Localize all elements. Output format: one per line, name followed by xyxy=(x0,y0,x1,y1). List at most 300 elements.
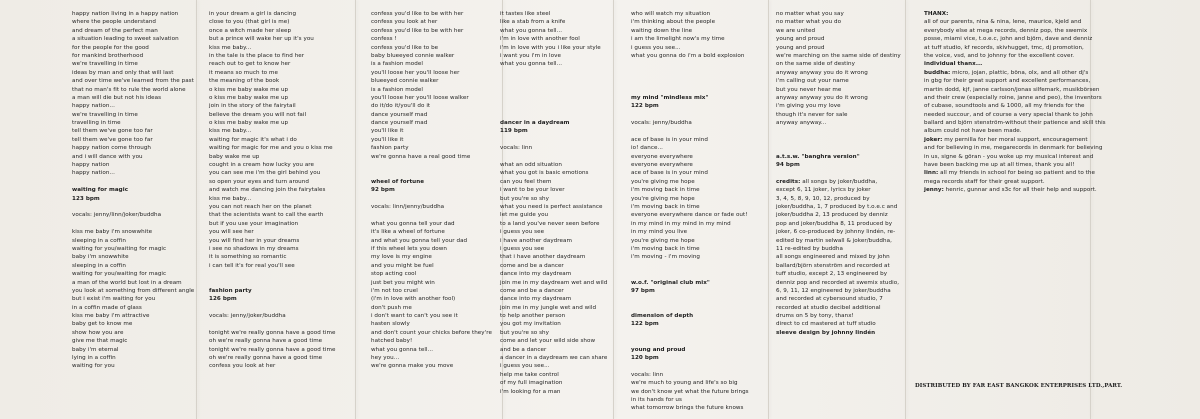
text-line: come and be a dancer xyxy=(500,287,564,294)
text-line: hatched baby! xyxy=(371,338,413,345)
text-line: everyone everywhere dance or fade out! xyxy=(631,212,748,219)
text-line: that the scientists want to call the earth xyxy=(209,212,324,219)
section-heading: waiting for magic xyxy=(72,187,129,194)
text-line: kiss me baby... xyxy=(209,128,252,135)
text-line: do it/do it/you'll do it xyxy=(371,103,431,110)
lyrics-column-3 xyxy=(371,10,492,371)
text-line: o kiss me baby wake me up xyxy=(209,120,289,127)
text-line: ace of base is in your mind xyxy=(631,170,708,177)
text-line: happy nation... xyxy=(72,170,115,177)
text-line: for the people for the good xyxy=(72,44,149,51)
text-line: joker/buddha, 1, 7 produced by t.o.e.c and xyxy=(776,203,898,210)
text-line: waiting down the line xyxy=(631,27,693,34)
text-line: (i'm in love with another fool) xyxy=(371,296,456,303)
text-line: ideas by man and only that will last xyxy=(72,69,174,76)
spacer xyxy=(631,262,749,270)
section-heading: dancer in a daydream xyxy=(500,120,570,127)
lyrics-column-1 xyxy=(72,10,194,371)
thanks-column xyxy=(924,10,1106,195)
text-line: of cubase, soundtools and & 1000, all my friends for the xyxy=(924,103,1085,110)
text-line: but if you use your imagination xyxy=(209,220,299,227)
text-line: and for believing in me, megarecords in denmark for believing xyxy=(924,145,1103,152)
spacer xyxy=(631,77,749,85)
text-line: all songs engineered and mixed by john xyxy=(776,254,890,261)
spacer xyxy=(209,279,335,287)
text-line: young and proud xyxy=(776,44,825,51)
credit-line: jenny: henric, gunnar and s3c for all their help and support. xyxy=(924,187,1097,194)
text-line: tuff studio, except 2, 13 engineered by xyxy=(776,271,888,278)
text-line: anyway anyway you do it wrong xyxy=(776,94,868,101)
text-line: confess you'd like to be xyxy=(371,44,439,51)
text-line: happy nation xyxy=(72,162,110,169)
text-line: o kiss me baby wake me up xyxy=(209,86,289,93)
text-line: vocals: linn/jenny/buddha xyxy=(371,203,445,210)
text-line: stop acting cool xyxy=(371,271,417,278)
text-line: i see no shadows in my dreams xyxy=(209,245,299,252)
text-line: a dancer in a daydream we can share xyxy=(500,355,608,362)
text-line: dance yourself mad xyxy=(371,111,428,118)
spacer xyxy=(631,69,749,77)
text-line: and recorded at cybersound studio, 7 xyxy=(776,296,883,303)
text-line: a man will die but not his ideas xyxy=(72,94,162,101)
section-heading: my mind "mindless mix" xyxy=(631,94,709,101)
text-line: of my full imagination xyxy=(500,380,563,387)
text-line: i'm moving - i'm moving xyxy=(631,254,701,261)
text-line: we're marching on the same side of destiny xyxy=(776,52,901,59)
text-line: it's like a wheel of fortune xyxy=(371,229,445,236)
text-line: and be a dancer xyxy=(500,346,547,353)
text-line: ace of base is in your mind xyxy=(631,136,708,143)
text-line: the voice, vsd, and to johnny for the excellent cover. xyxy=(924,52,1075,59)
text-line: denniz pop and recorded at swemix studio, xyxy=(776,279,900,286)
credit-label: jenny: xyxy=(924,187,944,194)
text-line: vocals: linn xyxy=(500,145,533,152)
section-heading: w.o.f. "original club mix" xyxy=(631,279,710,286)
spacer xyxy=(500,153,607,161)
text-line: it means so much to me xyxy=(209,69,278,76)
text-line: for mankind brotherhood xyxy=(72,52,144,59)
text-line: kiss me baby... xyxy=(209,44,252,51)
section-heading: young and proud xyxy=(631,346,686,353)
text-line: come and let your wild side show xyxy=(500,338,596,345)
spacer xyxy=(776,136,901,144)
text-line: you're giving me hope xyxy=(631,178,695,185)
text-line: vocals: jenny/joker/buddha xyxy=(209,313,286,320)
text-line: edited by martin selwall & joker/buddha, xyxy=(776,237,892,244)
text-line: i'm in love with you i like your style xyxy=(500,44,601,51)
text-line: happy nation come through xyxy=(72,145,152,152)
text-line: i guess you see xyxy=(500,245,545,252)
section-heading: 97 bpm xyxy=(631,287,655,294)
text-line: drums on 5 by tony, thanx! xyxy=(776,313,854,320)
spacer xyxy=(776,127,901,135)
text-line: and dream of the perfect man xyxy=(72,27,158,34)
text-line: dance into my daydream xyxy=(500,296,572,303)
text-line: help me take control xyxy=(500,371,559,378)
text-line: kiss me baby... xyxy=(209,195,252,202)
text-line: if this wheel lets you down xyxy=(371,245,448,252)
text-line: though it's never for sale xyxy=(776,111,848,118)
text-line: it is something so romantic xyxy=(209,254,287,261)
text-line: and watch me dancing join the fairytales xyxy=(209,187,326,194)
text-line: you'll like it xyxy=(371,136,404,143)
text-line: and their crew (especially roine, janne and peo), the inventors xyxy=(924,94,1102,101)
text-line: everybody else at mega records, denniz pop, the swemix xyxy=(924,27,1088,34)
section-heading: 126 bpm xyxy=(209,296,237,303)
text-line: tonight we're really gonna have a good time xyxy=(209,346,336,353)
text-line: you'll loose her you'll loose walker xyxy=(371,94,469,101)
text-line: i'm moving back in time xyxy=(631,187,700,194)
text-line: and don't count your chicks before they're xyxy=(371,329,492,336)
spacer xyxy=(500,102,607,110)
text-line: the meaning of the book xyxy=(209,78,280,85)
text-line: 6, 9, 11, 12 engineered by joker/buddha xyxy=(776,287,891,294)
text-line: waiting for you/waiting for magic xyxy=(72,245,167,252)
section-heading: 123 bpm xyxy=(72,195,100,202)
text-line: no matter what you do xyxy=(776,19,842,26)
text-line: dance into my daydream xyxy=(500,271,572,278)
text-line: is a fashion model xyxy=(371,61,423,68)
spacer xyxy=(776,169,901,177)
text-line: i guess you see... xyxy=(631,44,681,51)
text-line: at tuff studio, kf records, skivhugget, tmc, dj promotion, xyxy=(924,44,1084,51)
spacer xyxy=(72,220,194,228)
text-line: just bet you might win xyxy=(371,279,435,286)
text-line: pop and joker/buddha 8, 11 produced by xyxy=(776,220,893,227)
text-line: joker/buddha 2, 13 produced by denniz xyxy=(776,212,888,219)
section-heading: 122 bpm xyxy=(631,103,659,110)
spacer xyxy=(631,337,749,345)
text-line: direct to cd mastered at tuff studio xyxy=(776,321,876,328)
spacer xyxy=(631,362,749,370)
credit-label: joker: xyxy=(924,136,943,143)
text-line: i don't want to can't you see it xyxy=(371,313,458,320)
text-line: but you're so shy xyxy=(500,329,550,336)
spacer xyxy=(631,86,749,94)
text-line: confess you look at her xyxy=(209,363,276,370)
text-line: where the people understand xyxy=(72,19,157,26)
credit-line: credits: all songs by joker/buddha, xyxy=(776,178,878,185)
text-line: everyone everywhere xyxy=(631,153,693,160)
text-line: you will see her xyxy=(209,229,254,236)
text-line: all of our parents, nina & nina, lene, maurice, kjeld and xyxy=(924,19,1082,26)
text-line: that i have another daydream xyxy=(500,254,586,261)
text-line: we're much to young and life's so big xyxy=(631,380,738,387)
text-line: kiss me baby i'm attractive xyxy=(72,313,150,320)
text-line: vocals: jenny/linn/joker/buddha xyxy=(72,212,162,219)
text-line: confess ! xyxy=(371,36,397,43)
section-heading: 92 bpm xyxy=(371,187,395,194)
text-line: i want to be your lover xyxy=(500,187,565,194)
fold-line xyxy=(196,0,197,419)
text-line: ballard and björn stenström-without their patience and skill this xyxy=(924,120,1106,127)
spacer xyxy=(209,320,335,328)
text-line: i can tell it's for real you'll see xyxy=(209,262,295,269)
text-line: i guess you see... xyxy=(500,363,550,370)
text-line: we're travelling in time xyxy=(72,111,138,118)
text-line: oh we're really gonna have a good time xyxy=(209,355,323,362)
spacer xyxy=(500,136,607,144)
credit-line: linn: all my friends in school for being so patient and to the xyxy=(924,170,1095,177)
credit-line: joker: my pernilla for her moral support, encouragement xyxy=(924,136,1088,143)
text-line: i'm moving back in time xyxy=(631,245,700,252)
text-line: anyway anyway you do it wrong xyxy=(776,69,868,76)
text-line: you'll loose her you'll loose her xyxy=(371,69,460,76)
text-line: ballard/björn stenström and recorded at xyxy=(776,262,890,269)
text-line: what you gonna tell... xyxy=(500,27,563,34)
text-line: vocals: jenny/buddha xyxy=(631,120,692,127)
text-line: happy nation... xyxy=(72,103,115,110)
section-heading: 122 bpm xyxy=(631,321,659,328)
text-line: waiting for you xyxy=(72,363,115,370)
spacer xyxy=(72,203,194,211)
text-line: i'm in love with another fool xyxy=(500,36,580,43)
text-line: sleeping in a coffin xyxy=(72,237,126,244)
text-line: a man of the world but lost in a dream xyxy=(72,279,182,286)
text-line: can you feel them xyxy=(500,178,552,185)
section-heading: sleeve design by johnny lindén xyxy=(776,329,876,336)
spacer xyxy=(631,111,749,119)
text-line: martin dodd, kjf, janne carlsson/jonas silfemark, musikbörsen xyxy=(924,86,1100,93)
text-line: what you gonna tell... xyxy=(371,346,434,353)
text-line: close to you (that girl is me) xyxy=(209,19,290,26)
text-line: and i will dance with you xyxy=(72,153,143,160)
text-line: have been backing me up at all times, thank you all! xyxy=(924,162,1075,169)
text-line: i'm looking for a man xyxy=(500,388,561,395)
text-line: confess you look at her xyxy=(371,19,438,26)
text-line: believe the dream you will not fail xyxy=(209,111,307,118)
text-line: lying in a coffin xyxy=(72,355,116,362)
section-heading: 120 bpm xyxy=(631,355,659,362)
text-line: i am the limelight now's my time xyxy=(631,36,725,43)
text-line: you'll like it xyxy=(371,128,404,135)
text-line: oh we're really gonna have a good time xyxy=(209,338,323,345)
text-line: let me guide you xyxy=(500,212,549,219)
text-line: you can see me i'm the girl behind you xyxy=(209,170,321,177)
text-line: tell them we've gone too far xyxy=(72,128,153,135)
text-line: once a witch made her sleep xyxy=(209,27,292,34)
text-line: and what you gonna tell your dad xyxy=(371,237,468,244)
section-heading: individual thanx... xyxy=(924,61,983,68)
text-line: in the tale is the place to find her xyxy=(209,52,305,59)
text-line: in us, signe & göran - you woke up my musical interest and xyxy=(924,153,1094,160)
text-line: fashion party xyxy=(371,145,409,152)
spacer xyxy=(776,144,901,152)
text-line: dance yourself mad xyxy=(371,120,428,127)
text-line: recorded at studio decibel additional xyxy=(776,304,881,311)
spacer xyxy=(500,69,607,77)
text-line: travelling in time xyxy=(72,120,121,127)
text-line: hasten slowly xyxy=(371,321,410,328)
text-line: we don't know yet what the future brings xyxy=(631,388,749,395)
section-heading: a.t.s.w. "banghra version" xyxy=(776,153,860,160)
text-line: what you gonna do i'm a bold explosion xyxy=(631,52,745,59)
spacer xyxy=(500,94,607,102)
text-line: baby i'm eternal xyxy=(72,346,119,353)
text-line: waiting for magic it's what i do xyxy=(209,136,297,143)
text-line: but you never hear me xyxy=(776,86,842,93)
spacer xyxy=(371,161,492,169)
text-line: kiss me baby i'm snowwhite xyxy=(72,229,153,236)
credit-label: linn: xyxy=(924,170,939,177)
text-line: but i exist i'm waiting for you xyxy=(72,296,156,303)
text-line: in your dream a girl is dancing xyxy=(209,11,297,17)
text-line: don't push me xyxy=(371,304,412,311)
text-line: in its hands for us xyxy=(631,396,682,403)
spacer xyxy=(371,169,492,177)
spacer xyxy=(72,178,194,186)
text-line: what tomorrow brings the future knows xyxy=(631,405,744,412)
text-line: you got my invitation xyxy=(500,321,561,328)
text-line: hey you... xyxy=(371,355,400,362)
spacer xyxy=(371,211,492,219)
text-line: io! dance... xyxy=(631,145,663,152)
text-line: show how you are xyxy=(72,329,124,336)
fold-line xyxy=(905,0,906,419)
text-line: join me in my jungle wet and wild xyxy=(500,304,597,311)
text-line: baby i'm snowwhite xyxy=(72,254,129,261)
text-line: in gbg for their great support and excellent performances, xyxy=(924,78,1091,85)
lyrics-column-2 xyxy=(209,10,335,371)
text-line: waiting for magic for me and you o kiss me xyxy=(209,145,333,152)
credit-label: buddha: xyxy=(924,69,951,76)
text-line: you're giving me hope xyxy=(631,195,695,202)
text-line: baby blueeyed connie walker xyxy=(371,52,455,59)
text-line: join in the story of the fairytail xyxy=(209,103,296,110)
text-line: album could not have been made. xyxy=(924,128,1022,135)
text-line: young and proud xyxy=(776,36,825,43)
fold-line xyxy=(355,0,356,419)
spacer xyxy=(500,77,607,85)
text-line: in my mind in my mind in my mind xyxy=(631,220,731,227)
spacer xyxy=(500,111,607,119)
text-line: you look at something from different angle xyxy=(72,287,195,294)
spacer xyxy=(631,270,749,278)
text-line: baby get to know me xyxy=(72,321,133,328)
text-line: i'm not too cruel xyxy=(371,287,418,294)
text-line: i'm thinking about the people xyxy=(631,19,716,26)
text-line: that no man's fit to rule the world alone xyxy=(72,86,186,93)
text-line: to help another person xyxy=(500,313,566,320)
text-line: who will watch my situation xyxy=(631,11,711,17)
text-line: you will find her in your dreams xyxy=(209,237,300,244)
credit-line: buddha: micro, jojan, plattic, böna, olx, and all other dj's xyxy=(924,69,1089,76)
text-line: you're giving me hope xyxy=(631,237,695,244)
text-line: it tastes like steel xyxy=(500,11,551,17)
text-line: what you need is perfect assistance xyxy=(500,203,603,210)
spacer xyxy=(631,60,749,68)
text-line: a situation leading to sweet salvation xyxy=(72,36,179,43)
text-line: and you might be fuel xyxy=(371,262,434,269)
section-heading: 94 bpm xyxy=(776,162,800,169)
distributor-note: DISTRIBUTED BY FAR EAST BANGKOK ENTERPRISES LTD.,PART. xyxy=(915,383,1123,389)
text-line: i guess you see xyxy=(500,229,545,236)
text-line: what you gonna tell your dad xyxy=(371,220,455,227)
text-line: except 6, 11 joker, lyrics by joker xyxy=(776,187,871,194)
text-line: mega records staff for their great support. xyxy=(924,178,1045,185)
text-line: we're gonna make you move xyxy=(371,363,454,370)
text-line: confess you'd like to be with her xyxy=(371,27,464,34)
text-line: i'm moving back in time xyxy=(631,203,700,210)
spacer xyxy=(631,127,749,135)
text-line: waiting for you/waiting for magic xyxy=(72,271,167,278)
text-line: in a coffin made of glass xyxy=(72,304,142,311)
text-line: tonight we're really gonna have a good time xyxy=(209,329,336,336)
text-line: i want you i'm in love xyxy=(500,52,561,59)
section-heading: wheel of fortune xyxy=(371,178,425,185)
credit-label: credits: xyxy=(776,178,801,185)
text-line: to a land you've never seen before xyxy=(500,220,600,227)
text-line: happy nation living in a happy nation xyxy=(72,11,179,17)
spacer xyxy=(631,295,749,303)
text-line: we're gonna have a real good time xyxy=(371,153,471,160)
text-line: blueeyed connie walker xyxy=(371,78,439,85)
text-line: no matter what you say xyxy=(776,11,844,17)
text-line: 3, 4, 5, 8, 9, 10, 12, produced by xyxy=(776,195,870,202)
text-line: baby wake me up xyxy=(209,153,260,160)
text-line: and over time we've learned from the past xyxy=(72,78,194,85)
text-line: reach out to get to know her xyxy=(209,61,291,68)
text-line: o kiss me baby wake me up xyxy=(209,94,289,101)
text-line: posse, miami vice, t.o.e.c, john and björn, dave and denniz xyxy=(924,36,1093,43)
spacer xyxy=(371,195,492,203)
text-line: so open your eyes and turn around xyxy=(209,178,309,185)
text-line: cought in a cream how lucky you are xyxy=(209,162,315,169)
text-line: we're travelling in time xyxy=(72,61,138,68)
text-line: i'm calling out your name xyxy=(776,78,849,85)
text-line: anyway anyway... xyxy=(776,120,827,127)
text-line: my love is my engine xyxy=(371,254,432,261)
section-heading: THANX: xyxy=(924,11,949,17)
lyrics-column-5 xyxy=(631,10,749,413)
text-line: what an odd situation xyxy=(500,162,562,169)
credits-column xyxy=(776,10,901,337)
text-line: what you gonna tell... xyxy=(500,61,563,68)
section-heading: fashion party xyxy=(209,287,252,294)
text-line: what you got is basic emotions xyxy=(500,170,589,177)
text-line: you can not reach her on the planet xyxy=(209,203,312,210)
text-line: tell them we've gone too far xyxy=(72,136,153,143)
text-line: confess you'd like to be with her xyxy=(371,11,464,17)
spacer xyxy=(631,304,749,312)
text-line: on the same side of destiny xyxy=(776,61,855,68)
text-line: everyone everywhere xyxy=(631,162,693,169)
fold-line xyxy=(613,0,614,419)
text-line: but you're so shy xyxy=(500,195,550,202)
text-line: sleeping in a coffin xyxy=(72,262,126,269)
text-line: is a fashion model xyxy=(371,86,423,93)
section-heading: 119 bpm xyxy=(500,128,528,135)
text-line: we are united xyxy=(776,27,816,34)
text-line: i'm giving you my love xyxy=(776,103,841,110)
text-line: but a prince will wake her up it's you xyxy=(209,36,314,43)
spacer xyxy=(631,329,749,337)
fold-line xyxy=(768,0,769,419)
text-line: 11 re-edited by buddha xyxy=(776,245,843,252)
text-line: join me in my daydream wet and wild xyxy=(500,279,608,286)
text-line: in my mind you live xyxy=(631,229,688,236)
spacer xyxy=(209,304,335,312)
text-line: needed succour, and of course a very special thank to john xyxy=(924,111,1093,118)
section-heading: dimension of depth xyxy=(631,313,694,320)
text-line: joker, 6 co-produced by johnny lindén, re- xyxy=(776,229,896,236)
lyrics-column-4 xyxy=(500,10,607,396)
text-line: come and be a dancer xyxy=(500,262,564,269)
spacer xyxy=(500,86,607,94)
text-line: i have another daydream xyxy=(500,237,572,244)
text-line: give me that magic xyxy=(72,338,128,345)
spacer xyxy=(209,270,335,278)
